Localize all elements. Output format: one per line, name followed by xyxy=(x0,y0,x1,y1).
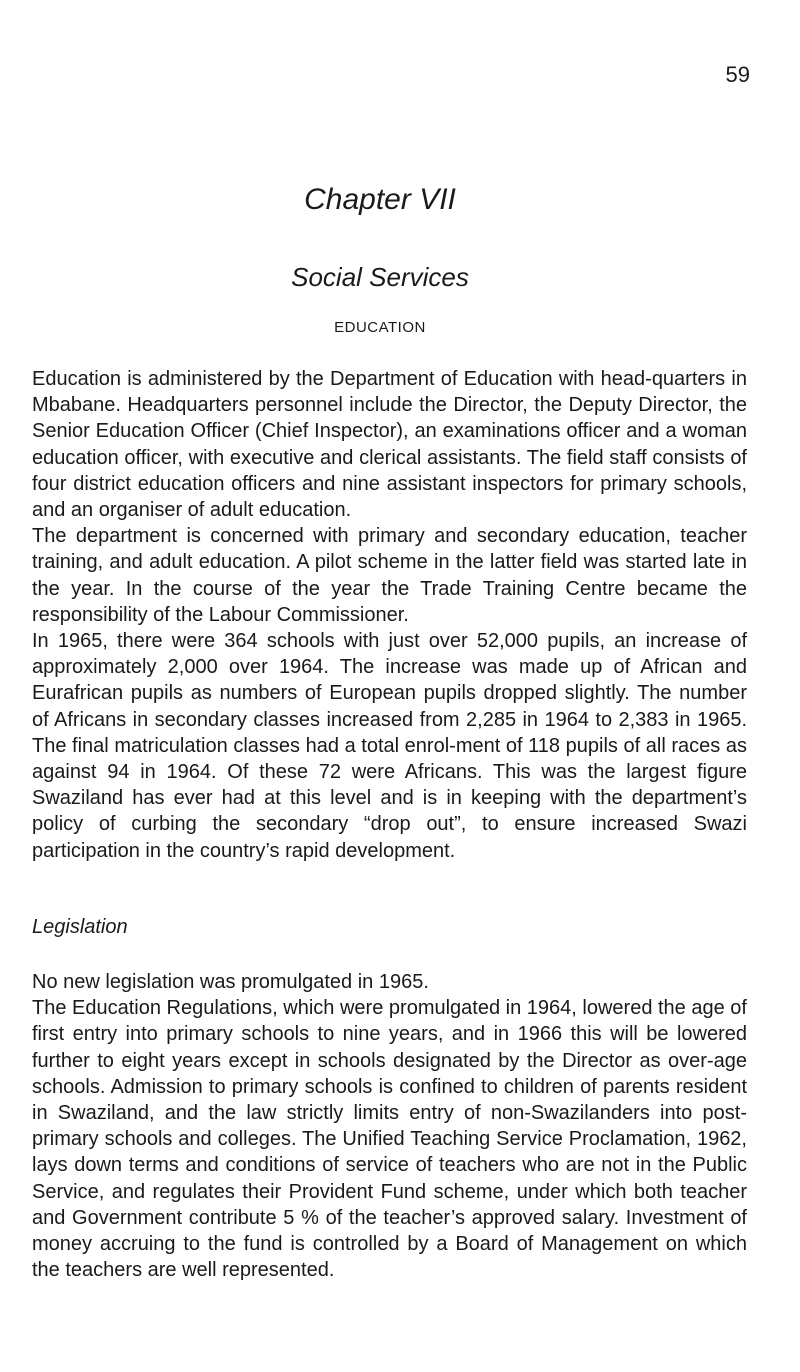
paragraph: In 1965, there were 364 schools with just over 52,000 pupils, an increase of approximately 2,000 over 1964. The increase was made up of African and Eurafrican pupils as numbers of European pupils dropped slightly. The number of Africans in secondary classes increased from 2,285 in 1964 to 2,383 in 1965. The final matriculation classes had a total enrol-ment of 118 pupils of all races as against 94 in 1964. Of these 72 were Africans. This was the largest figure Swaziland has ever had at this level and is in keeping with the department’s policy of curbing the secondary “drop out”, to ensure increased Swazi participation in the country’s rapid development. xyxy=(32,630,747,862)
page-number: 59 xyxy=(725,62,750,87)
legislation-body xyxy=(32,969,747,1283)
chapter-heading: Chapter VII xyxy=(304,183,456,216)
section-title: Social Services xyxy=(291,262,469,292)
paragraph: The department is concerned with primary and secondary education, teacher training, and adult education. A pilot scheme in the latter field was started late in the year. In the course of the year the Trade Training Centre became the responsibility of the Labour Commissioner. xyxy=(32,525,747,626)
legislation-heading: Legislation xyxy=(32,916,128,938)
paragraph: The Education Regulations, which were promulgated in 1964, lowered the age of first entry into primary schools to nine years, and in 1966 this will be lowered further to eight years except in schools designated by the Director as over-age schools. Admission to primary schools is confined to children of parents resident in Swaziland, and the law strictly limits entry of non-Swazilanders into post-primary schools and colleges. The Unified Teaching Service Proclamation, 1962, lays down terms and conditions of service of teachers who are not in the Public Service, and regulates their Provident Fund scheme, under which both teacher and Government contribute 5 % of the teacher’s approved salary. Investment of money accruing to the fund is controlled by a Board of Management on which the teachers are well represented. xyxy=(32,997,747,1282)
education-body xyxy=(32,366,747,864)
subsection-heading: EDUCATION xyxy=(334,319,426,336)
paragraph: No new legislation was promulgated in 1965. xyxy=(32,971,429,993)
paragraph: Education is administered by the Department of Education with head-quarters in Mbabane. Headquarters personnel include the Director, the Deputy Director, the Senior Education Officer (Chief Inspector), an examinations officer and a woman education officer, with executive and clerical assistants. The field staff consists of four district education officers and nine assistant inspectors for primary schools, and an organiser of adult education. xyxy=(32,368,747,522)
